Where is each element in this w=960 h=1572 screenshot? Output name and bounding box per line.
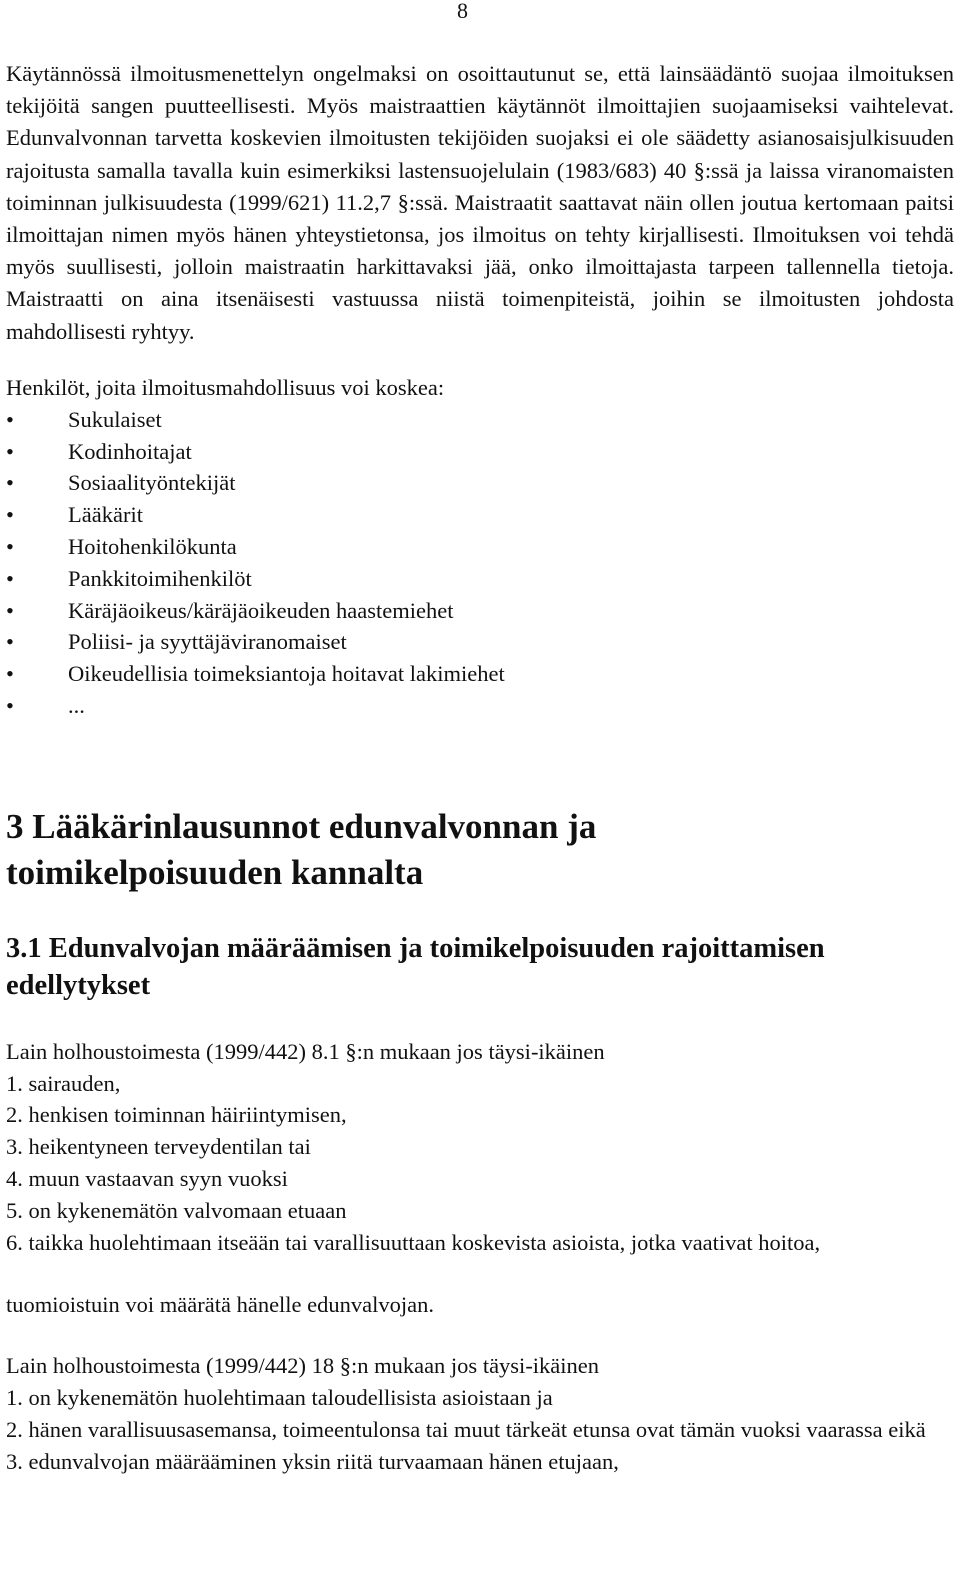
bullet-icon: •	[6, 597, 14, 623]
bullet-icon: •	[6, 565, 14, 591]
bullet-icon: •	[6, 534, 14, 560]
list-item	[6, 595, 954, 627]
list-item	[6, 563, 954, 595]
law-condition-item: 6. taikka huolehtimaan itseään tai varallisuuttaan koskevista asioista, jotka vaativat hoitoa,	[6, 1229, 821, 1255]
law-section-8-block	[6, 1036, 954, 1321]
law-condition-item: 5. on kykenemätön valvomaan etuaan	[6, 1197, 347, 1223]
list-item-text: Sosiaalityöntekijät	[68, 470, 236, 496]
list-item	[6, 436, 954, 468]
list-item-text: Käräjäoikeus/käräjäoikeuden haastemiehet	[68, 597, 454, 623]
law-intro: Lain holhoustoimesta (1999/442) 8.1 §:n mukaan jos täysi-ikäinen	[6, 1038, 605, 1064]
section-heading	[6, 930, 954, 1004]
list-item-text: Oikeudellisia toimeksiantoja hoitavat lakimiehet	[68, 661, 505, 687]
bullet-icon: •	[6, 470, 14, 496]
bullet-icon: •	[6, 502, 14, 528]
law-condition-item: 2. henkisen toiminnan häiriintymisen,	[6, 1102, 347, 1128]
list-item-text: Pankkitoimihenkilöt	[68, 565, 252, 591]
list-item-text: Kodinhoitajat	[68, 438, 192, 464]
law-condition-item: 1. on kykenemätön huolehtimaan taloudellisista asioistaan ja	[6, 1384, 553, 1410]
list-item	[6, 626, 954, 658]
page-number: 8	[457, 0, 468, 23]
persons-list-intro: Henkilöt, joita ilmoitusmahdollisuus voi koskea:	[6, 374, 445, 400]
law-conclusion: tuomioistuin voi määrätä hänelle edunvalvojan.	[6, 1292, 435, 1318]
law-condition-item: 1. sairauden,	[6, 1070, 121, 1096]
law-condition-item: 2. hänen varallisuusasemansa, toimeentulonsa tai muut tärkeät etunsa ovat tämän vuoksi vaarassa eikä	[6, 1416, 926, 1442]
law-condition-item: 3. edunvalvojan määrääminen yksin riitä turvaamaan hänen etujaan,	[6, 1448, 619, 1474]
document-body	[6, 58, 954, 1477]
list-item	[6, 499, 954, 531]
bullet-icon: •	[6, 693, 14, 718]
body-paragraph: Käytännössä ilmoitusmenettelyn ongelmaksi on osoittautunut se, että lainsäädäntö suojaa ilmoituksen tekijöitä sangen puutteellisesti. Myös maistraattien käytännöt ilmoittajien suojaamiseksi vaihtelevat. Edunvalvonnan tarvetta koskevien ilmoitusten tekijöiden suojaksi ei ole säädetty asianosaisjulkisuuden rajoitusta samalla tavalla kuin esimerkiksi lastensuojelulain (1983/683) 40 §:ssä ja laissa viranomaisten toiminnan julkisuudesta (1999/621) 11.2,7 §:ssä. Maistraatit saattavat näin ollen joutua kertomaan paitsi ilmoittajan nimen myös hänen yhteystietonsa, jos ilmoitus on tehty kirjallisesti. Ilmoituksen voi tehdä myös suullisesti, jolloin maistraatin harkittavaksi jää, onko ilmoittajasta tarpeen tallennella tietoja. Maistraatti on aina itsenäisesti vastuussa niistä toimenpiteistä, joihin se ilmoitusten johdosta mahdollisesti ryhtyy.	[6, 61, 954, 344]
law-section-18-block	[6, 1350, 954, 1477]
chapter-heading-line: toimikelpoisuuden kannalta	[6, 852, 424, 892]
list-item	[6, 467, 954, 499]
chapter-heading-line: 3 Lääkärinlausunnot edunvalvonnan ja	[6, 806, 597, 846]
list-item	[6, 658, 954, 690]
bullet-icon: •	[6, 438, 14, 464]
list-item-text: Poliisi- ja syyttäjäviranomaiset	[68, 629, 347, 655]
list-item-text: Hoitohenkilökunta	[68, 534, 237, 560]
list-item	[6, 404, 954, 436]
list-item	[6, 531, 954, 563]
persons-list	[6, 404, 954, 722]
law-condition-item: 3. heikentyneen terveydentilan tai	[6, 1134, 311, 1160]
law-condition-item: 4. muun vastaavan syyn vuoksi	[6, 1165, 288, 1191]
list-item-text: Lääkärit	[68, 502, 143, 528]
bullet-icon: •	[6, 629, 14, 655]
section-heading-line: 3.1 Edunvalvojan määräämisen ja toimikelpoisuuden rajoittamisen	[6, 932, 825, 964]
section-heading-line: edellytykset	[6, 969, 151, 1001]
chapter-heading	[6, 804, 954, 896]
list-item-text: ...	[68, 693, 85, 718]
bullet-icon: •	[6, 406, 14, 432]
law-intro: Lain holhoustoimesta (1999/442) 18 §:n mukaan jos täysi-ikäinen	[6, 1353, 600, 1379]
bullet-icon: •	[6, 661, 14, 687]
list-item-text: Sukulaiset	[68, 406, 162, 432]
list-item	[6, 690, 954, 722]
